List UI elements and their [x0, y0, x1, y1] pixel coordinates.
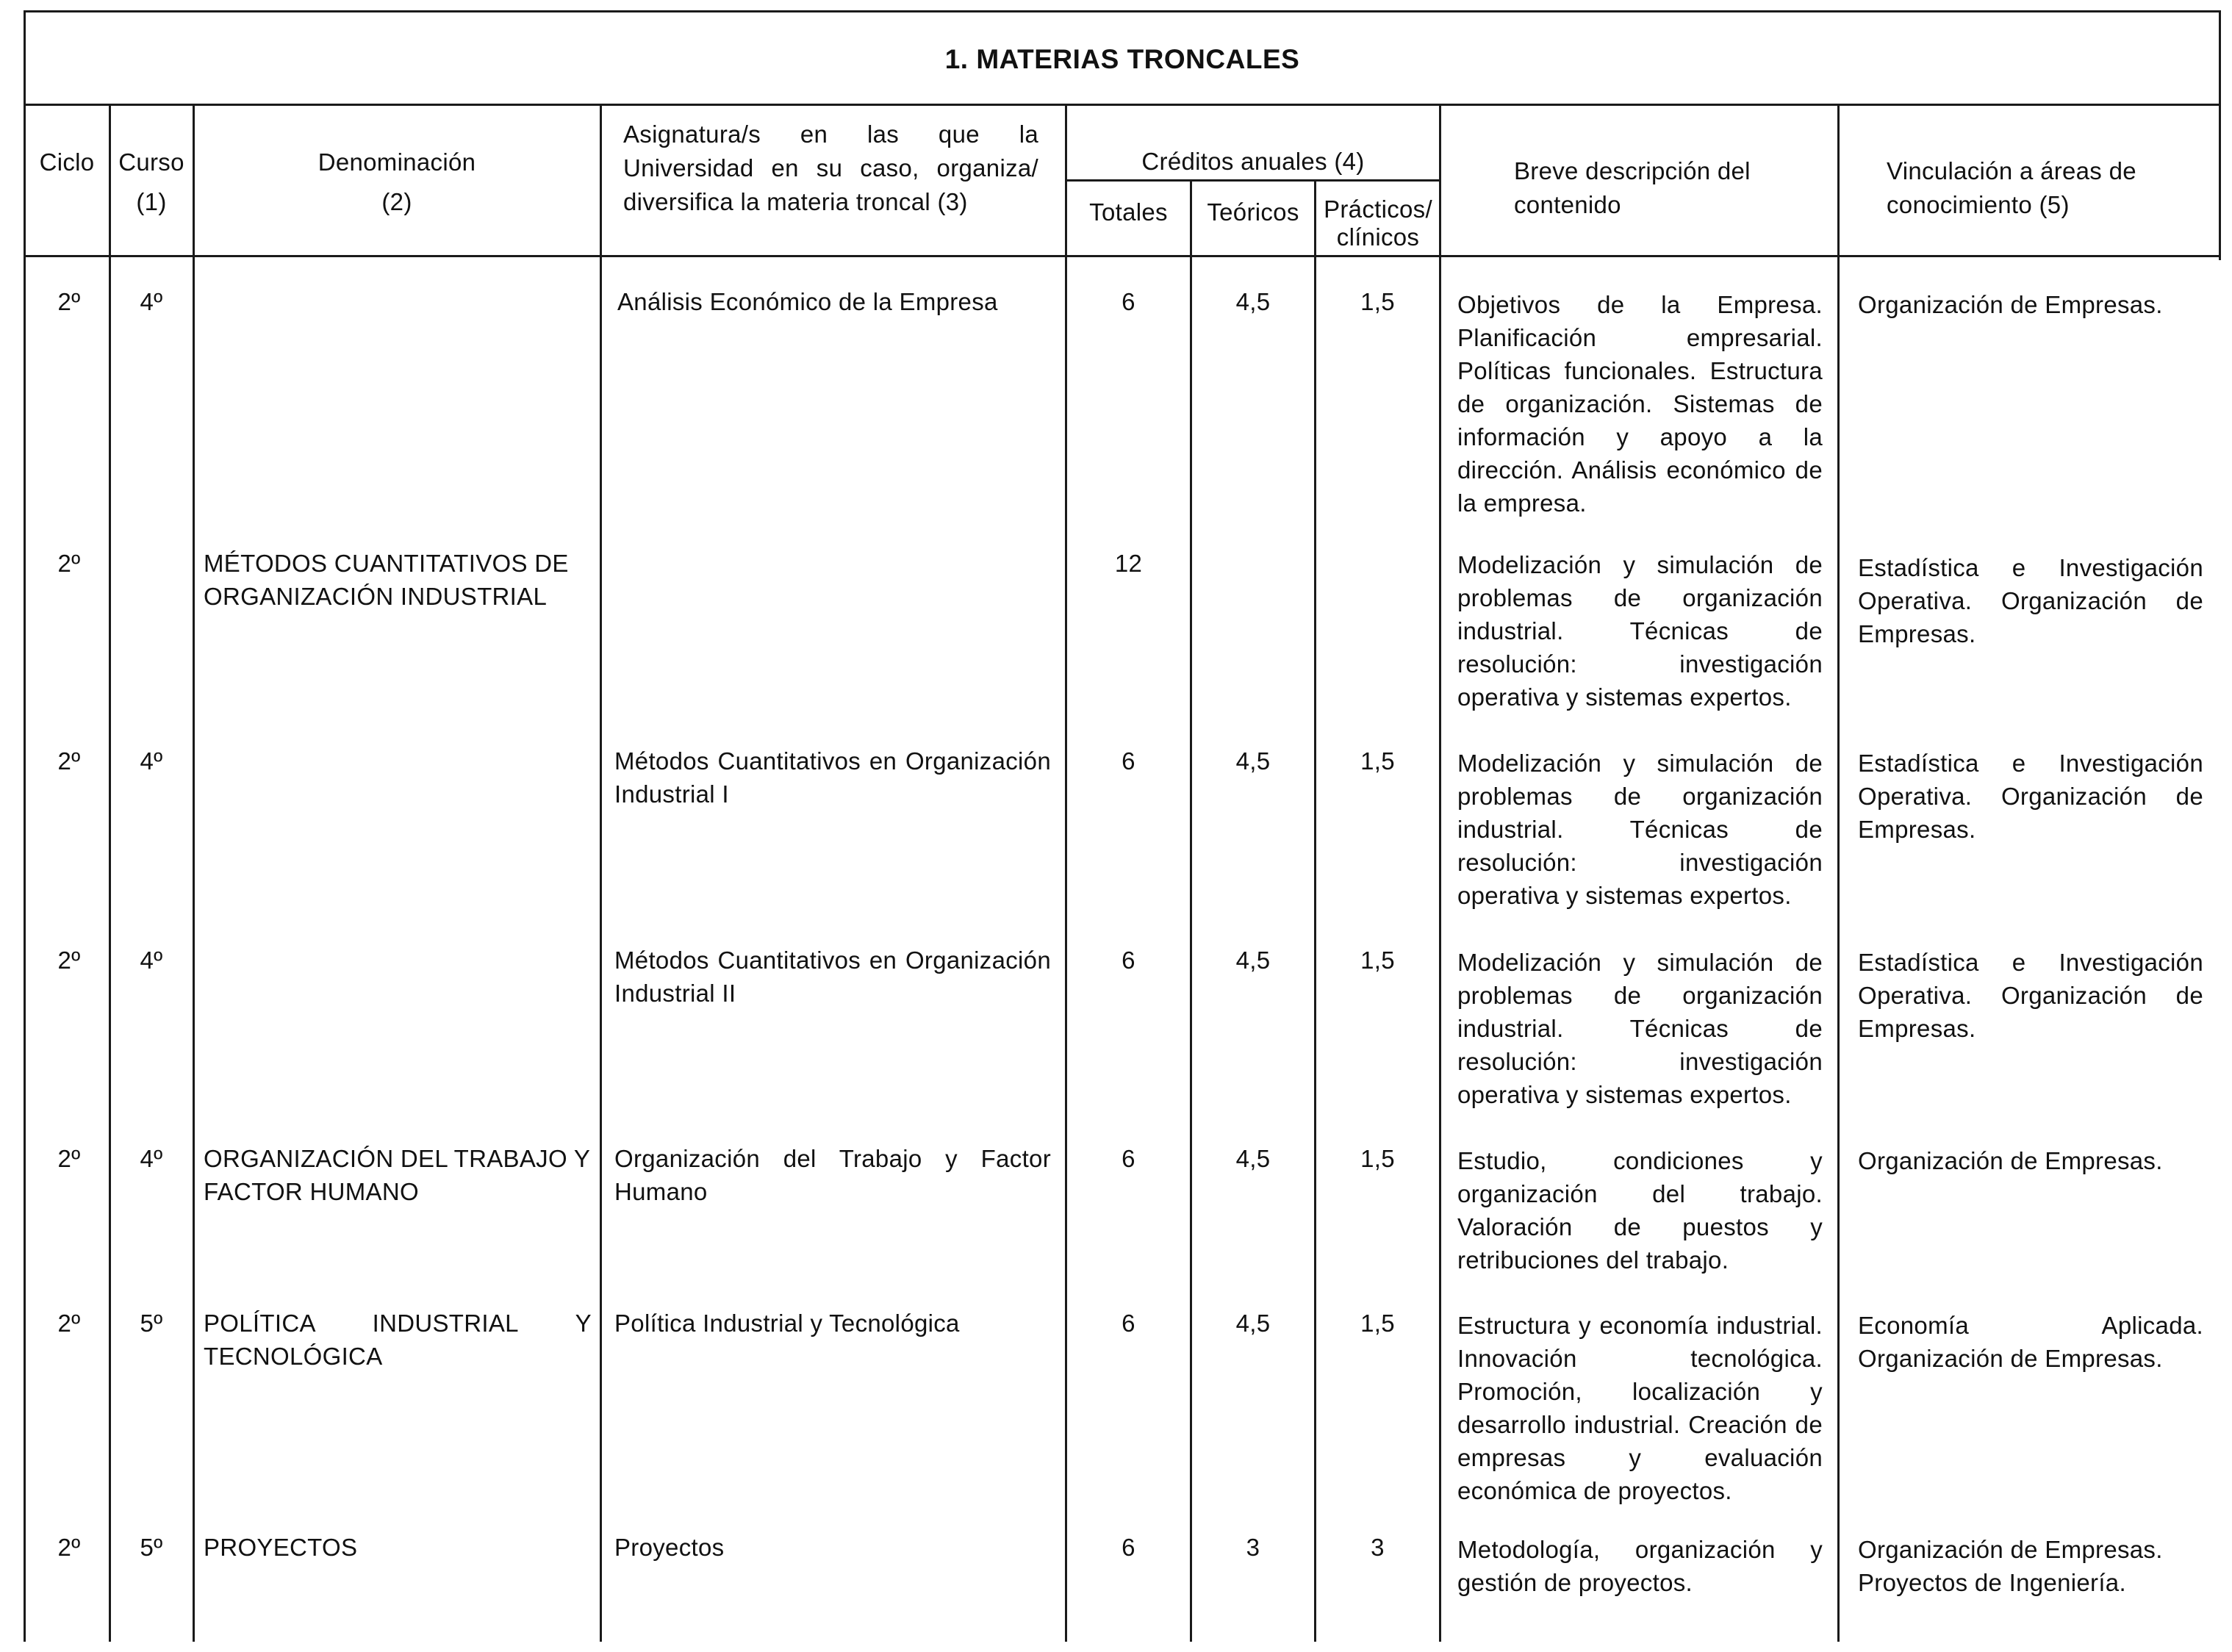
- cell-descripcion: Modelización y simulación de problemas de organización industrial. Técnicas de resolución: investigación operativa y sistemas expertos.: [1457, 949, 1823, 1108]
- column-divider-practicos: [1439, 104, 1441, 1642]
- creditos-subheader-divider: [1065, 179, 1441, 182]
- cell-ciclo: 2º: [57, 947, 81, 974]
- cell-practicos: 1,5: [1360, 1310, 1395, 1337]
- cell-ciclo: 2º: [57, 1310, 81, 1337]
- column-divider-asignatura: [1065, 104, 1067, 1642]
- column-divider-totales: [1190, 179, 1192, 1642]
- cell-descripcion: Modelización y simulación de problemas de organización industrial. Técnicas de resolución: investigación operativa y sistemas expertos.: [1457, 750, 1823, 909]
- cell-teoricos: 4,5: [1235, 1310, 1271, 1337]
- column-divider-ciclo: [109, 104, 111, 1642]
- cell-totales: 6: [1122, 288, 1135, 315]
- cell-teoricos: 4,5: [1235, 747, 1271, 775]
- header-denominacion-note: (2): [381, 188, 412, 215]
- cell-asignatura: Organización del Trabajo y Factor Humano: [614, 1145, 1051, 1205]
- header-vinculacion: Vinculación a áreas de conocimiento (5): [1887, 157, 2136, 218]
- cell-descripcion: Estructura y economía industrial. Innovación tecnológica. Promoción, localización y desarrollo industrial. Creación de empresas y evaluación económica de proyectos.: [1457, 1312, 1823, 1504]
- cell-curso: 4º: [140, 747, 163, 775]
- cell-practicos: 1,5: [1360, 947, 1395, 974]
- table-top-border: [24, 10, 2221, 12]
- cell-totales: 6: [1122, 747, 1135, 775]
- cell-totales: 6: [1122, 1534, 1135, 1561]
- cell-curso: 5º: [140, 1310, 163, 1337]
- cell-asignatura: Análisis Económico de la Empresa: [617, 288, 998, 315]
- header-asignatura: Asignatura/s en las que la Universidad en su caso, organiza/ diversifica la materia troncal (3): [623, 121, 1038, 215]
- header-denominacion: Denominación: [317, 148, 476, 176]
- column-divider-curso: [193, 104, 195, 1642]
- cell-teoricos: 4,5: [1235, 288, 1271, 315]
- cell-vinculacion: Estadística e Investigación Operativa. Organización de Empresas.: [1858, 554, 2203, 647]
- cell-descripcion: Modelización y simulación de problemas de organización industrial. Técnicas de resolución: investigación operativa y sistemas expertos.: [1457, 551, 1823, 711]
- cell-vinculacion: Estadística e Investigación Operativa. Organización de Empresas.: [1858, 949, 2203, 1042]
- cell-practicos: 1,5: [1360, 288, 1395, 315]
- cell-curso: 4º: [140, 947, 163, 974]
- header-curso: Curso: [118, 148, 184, 176]
- cell-vinculacion: Economía Aplicada. Organización de Empresas.: [1858, 1312, 2203, 1372]
- cell-totales: 6: [1122, 1310, 1135, 1337]
- cell-ciclo: 2º: [57, 1145, 81, 1172]
- header-ciclo: Ciclo: [39, 148, 95, 176]
- cell-asignatura: Métodos Cuantitativos en Organización Industrial I: [614, 747, 1051, 808]
- cell-ciclo: 2º: [57, 288, 81, 315]
- header-practicos: Prácticos/ clínicos: [1324, 195, 1432, 251]
- header-creditos: Créditos anuales (4): [1141, 148, 1365, 175]
- title-divider: [24, 104, 2221, 106]
- column-divider-teoricos: [1314, 179, 1316, 1642]
- column-divider-descripcion: [1837, 104, 1840, 1642]
- cell-vinculacion: Organización de Empresas. Proyectos de Ingeniería.: [1858, 1536, 2163, 1596]
- cell-practicos: 1,5: [1360, 1145, 1395, 1172]
- cell-totales: 12: [1114, 550, 1143, 577]
- header-curso-note: (1): [136, 188, 167, 215]
- cell-teoricos: 4,5: [1235, 947, 1271, 974]
- cell-ciclo: 2º: [57, 1534, 81, 1561]
- header-totales: Totales: [1089, 198, 1168, 226]
- cell-totales: 6: [1122, 1145, 1135, 1172]
- cell-asignatura: Política Industrial y Tecnológica: [614, 1310, 960, 1337]
- column-divider-denominacion: [600, 104, 602, 1642]
- cell-curso: 4º: [140, 1145, 163, 1172]
- cell-asignatura: Métodos Cuantitativos en Organización Industrial II: [614, 947, 1051, 1007]
- cell-ciclo: 2º: [57, 747, 81, 775]
- cell-practicos: 3: [1371, 1534, 1385, 1561]
- page-title: 1. MATERIAS TRONCALES: [944, 44, 1300, 74]
- cell-denominacion: POLÍTICA INDUSTRIAL Y TECNOLÓGICA: [204, 1310, 592, 1370]
- cell-vinculacion: Estadística e Investigación Operativa. Organización de Empresas.: [1858, 750, 2203, 843]
- cell-vinculacion: Organización de Empresas.: [1858, 1147, 2163, 1174]
- cell-practicos: 1,5: [1360, 747, 1395, 775]
- cell-denominacion: ORGANIZACIÓN DEL TRABAJO Y FACTOR HUMANO: [204, 1145, 590, 1205]
- cell-denominacion: MÉTODOS CUANTITATIVOS DE ORGANIZACIÓN INDUSTRIAL: [204, 550, 569, 610]
- header-descripcion: Breve descripción del contenido: [1514, 157, 1751, 218]
- cell-descripcion: Objetivos de la Empresa. Planificación empresarial. Políticas funcionales. Estructura de organización. Sistemas de información y apoyo a la dirección. Análisis económico de la empresa.: [1457, 291, 1823, 517]
- header-bottom-divider: [24, 255, 2221, 257]
- cell-descripcion: Metodología, organización y gestión de proyectos.: [1457, 1536, 1823, 1596]
- cell-vinculacion: Organización de Empresas.: [1858, 291, 2163, 318]
- cell-asignatura: Proyectos: [614, 1534, 725, 1561]
- cell-descripcion: Estudio, condiciones y organización del trabajo. Valoración de puestos y retribuciones del trabajo.: [1457, 1147, 1823, 1274]
- cell-curso: 4º: [140, 288, 163, 315]
- cell-teoricos: 4,5: [1235, 1145, 1271, 1172]
- cell-totales: 6: [1122, 947, 1135, 974]
- cell-denominacion: PROYECTOS: [204, 1534, 358, 1561]
- cell-teoricos: 3: [1246, 1534, 1260, 1561]
- cell-curso: 5º: [140, 1534, 163, 1561]
- header-teoricos: Teóricos: [1207, 198, 1299, 226]
- cell-ciclo: 2º: [57, 550, 81, 577]
